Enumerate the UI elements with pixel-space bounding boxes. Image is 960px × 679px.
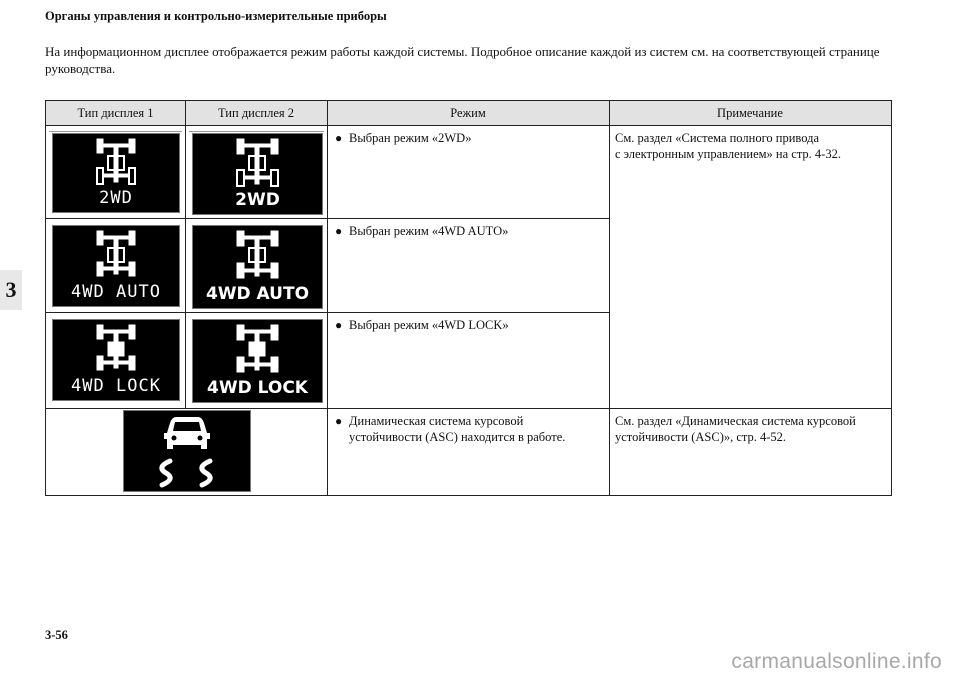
display2-4wd-auto [192, 225, 323, 309]
display2-label: 4WD AUTO [205, 284, 310, 304]
mode-text: Выбран режим «4WD LOCK» [349, 318, 509, 332]
note-text: с электронным управлением» на стр. 4-32. [615, 147, 841, 161]
mode-cell [327, 313, 609, 333]
mode-cell [327, 219, 609, 239]
display2-4wd-lock [192, 319, 323, 403]
note-text: См. раздел «Динамическая система курсовой [615, 414, 856, 428]
note-cell [609, 409, 891, 445]
bullet: ● [335, 131, 343, 145]
table-header-row [46, 101, 891, 126]
column-header-note: Примечание [717, 106, 783, 120]
bullet: ● [335, 414, 343, 428]
display1-label: 4WD LOCK [71, 376, 161, 396]
divider [189, 131, 324, 132]
display1-label: 2WD [99, 188, 133, 208]
column-header-display2: Тип дисплея 2 [217, 106, 295, 120]
chapter-tab: 3 [0, 270, 22, 310]
display2-label: 4WD LOCK [207, 378, 308, 398]
note-text: См. раздел «Система полного привода [615, 131, 819, 145]
display2-label: 2WD [235, 190, 280, 210]
mode-cell [327, 126, 609, 146]
note-text: устойчивости (ASC)», стр. 4-52. [615, 430, 787, 444]
bullet: ● [335, 318, 343, 332]
intro-paragraph: На информационном дисплее отображается режим работы каждой системы. Подробное описание каждой из систем см. на соответствующей странице руководства. [45, 44, 880, 76]
display1-2wd [52, 133, 180, 213]
display1-label: 4WD AUTO [71, 282, 161, 302]
bullet: ● [335, 224, 343, 238]
mode-text: устойчивости (ASC) находится в работе. [349, 430, 566, 444]
column-header-mode: Режим [450, 106, 486, 120]
page-number: 3-56 [45, 628, 68, 642]
mode-text: Динамическая система курсовой [349, 414, 524, 428]
divider [49, 131, 182, 132]
mode-table [45, 100, 892, 496]
divider [185, 101, 186, 408]
display-asc [123, 410, 251, 492]
display2-2wd [192, 133, 323, 215]
mode-text: Выбран режим «2WD» [349, 131, 472, 145]
watermark: carmanualsonline.info [731, 650, 942, 673]
display1-4wd-lock [52, 319, 180, 401]
asc-skid-icon [124, 411, 250, 491]
column-header-display1: Тип дисплея 1 [77, 106, 154, 120]
display1-4wd-auto [52, 225, 180, 307]
page-header: Органы управления и контрольно-измерительные приборы [45, 9, 387, 23]
mode-text: Выбран режим «4WD AUTO» [349, 224, 509, 238]
note-cell [609, 126, 891, 162]
mode-cell [327, 409, 609, 445]
